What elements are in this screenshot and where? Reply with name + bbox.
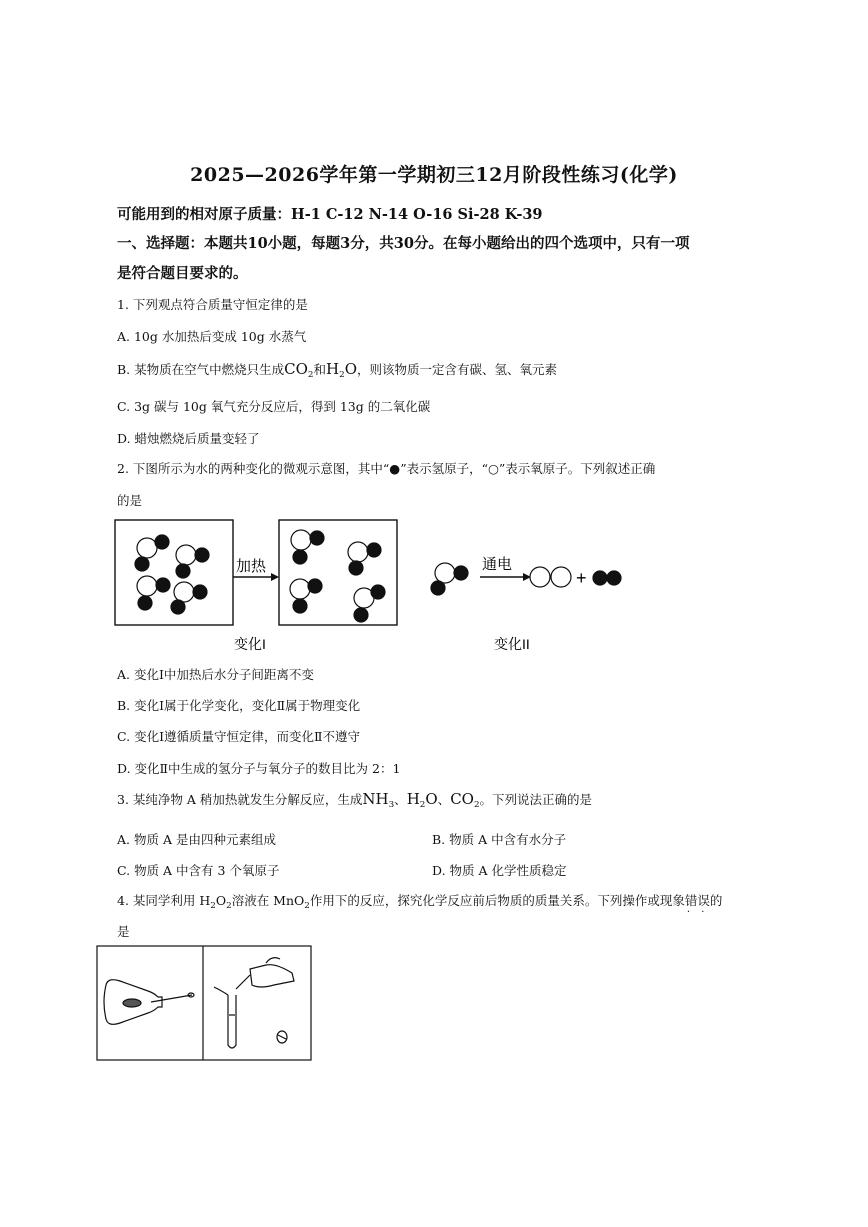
q1-stem: 1. 下列观点符合质量守恒定律的是 — [117, 297, 308, 312]
q1-option-b: B. 某物质在空气中燃烧只生成$CO_2$和$H_2O$，则该物质一定含有碳、氢、氧元素 — [117, 360, 558, 380]
experiment-figure — [96, 945, 312, 1061]
pouring-test-tube-icon — [214, 958, 294, 1048]
q1-option-d: D. 蜡烛燃烧后质量变轻了 — [117, 431, 260, 446]
atomic-masses: 可能用到的相对原子质量：H-1 C-12 N-14 O-16 Si-28 K-39 — [117, 206, 543, 223]
q1-option-c: C. 3g 碳与 10g 氧气充分反应后，得到 13g 的二氧化碳 — [117, 399, 431, 414]
flask-spatula-icon — [104, 980, 194, 1025]
q4-stem-line2: 是 — [117, 924, 130, 939]
section1-line1: 一、选择题：本题共10小题，每题3分，共30分。在每小题给出的四个选项中，只有一项 — [117, 235, 690, 252]
change1-label: 变化I — [234, 636, 266, 652]
q3-option-c: C. 物质 A 中含有 3 个氧原子 — [117, 863, 280, 878]
q3-stem: 3. 某纯净物 A 稍加热就发生分解反应，生成$NH_3$、$H_2O$、$CO_2$。下列说法正确的是 — [117, 790, 593, 810]
page-title: 2025—2026学年第一学期初三12月阶段性练习(化学) — [190, 164, 678, 186]
q3-option-d: D. 物质 A 化学性质稳定 — [432, 863, 567, 878]
heat-label: 加热 — [236, 558, 267, 575]
q3-option-a: A. 物质 A 是由四种元素组成 — [117, 832, 276, 847]
q1-option-a: A. 10g 水加热后变成 10g 水蒸气 — [117, 329, 307, 344]
electrolysis-label: 通电 — [482, 556, 513, 573]
q2-stem-line1: 2. 下图所示为水的两种变化的微观示意图，其中“●”表示氢原子，“○”表示氧原子。下列叙述正确 — [117, 461, 656, 476]
section1-line2: 是符合题目要求的。 — [117, 265, 248, 282]
q4-stem: 4. 某同学利用 $H_2O_2$溶液在 MnO$_2$作用下的反应，探究化学反应前后物质的质量关系。下列操作或现象错误 · ·的 — [117, 891, 722, 911]
change2-label: 变化II — [494, 636, 530, 652]
q4-emphasis: 错误 · · — [685, 893, 710, 908]
q2-stem-line2: 的是 — [117, 493, 143, 508]
q2-option-d: D. 变化Ⅱ中生成的氢分子与氧分子的数目比为 2：1 — [117, 761, 401, 776]
q2-option-c: C. 变化Ⅰ遵循质量守恒定律，而变化Ⅱ不遵守 — [117, 729, 361, 744]
q3-option-b: B. 物质 A 中含有水分子 — [432, 832, 567, 847]
plus-sign: + — [576, 568, 587, 588]
q2-option-b: B. 变化Ⅰ属于化学变化，变化Ⅱ属于物理变化 — [117, 698, 361, 713]
q2-option-a: A. 变化Ⅰ中加热后水分子间距离不变 — [117, 667, 314, 682]
water-change-diagram — [110, 515, 750, 655]
